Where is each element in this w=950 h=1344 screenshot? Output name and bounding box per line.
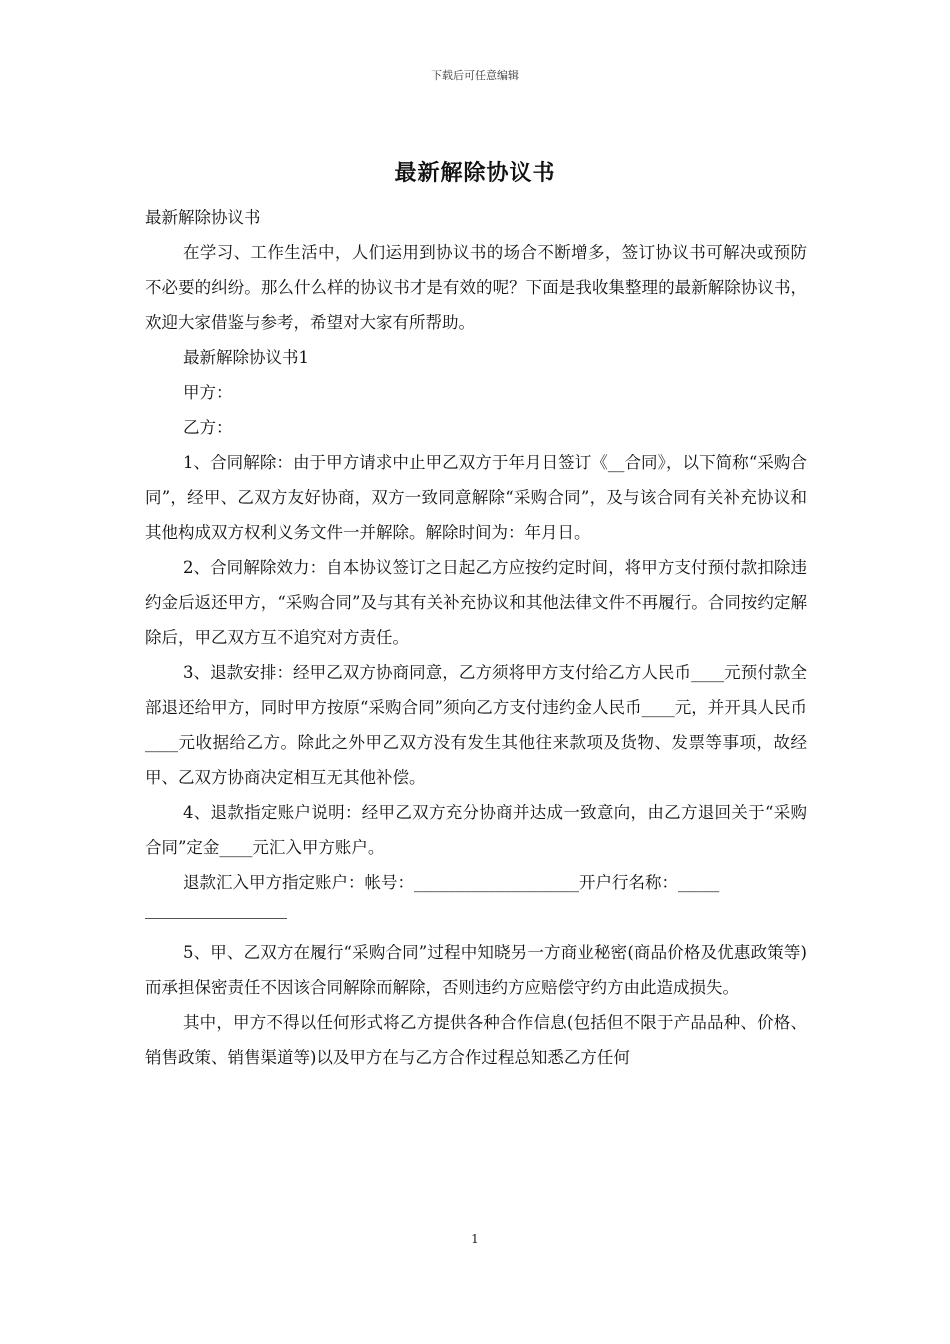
clause-6: 其中，甲方不得以任何形式将乙方提供各种合作信息(包括但不限于产品品种、价格、销售政策、销售渠道等)以及甲方在与乙方合作过程总知悉乙方任何: [145, 1013, 807, 1067]
document-subtitle: 最新解除协议书: [145, 208, 261, 227]
clause-5: 5、甲、乙双方在履行“采购合同”过程中知晓另一方商业秘密(商品价格及优惠政策等)而承担保密责任不因该合同解除而解除，否则违约方应赔偿守约方由此造成损失。: [145, 943, 807, 997]
page-header: 下载后可任意编辑: [431, 69, 519, 82]
clause-2: 2、合同解除效力：自本协议签订之日起乙方应按约定时间，将甲方支付预付款扣除违约金后返还甲方，“采购合同”及与其有关补充协议和其他法律文件不再履行。合同按约定解除后，甲乙双方互不追究对方责任。: [145, 558, 807, 647]
intro-paragraph: 在学习、工作生活中，人们运用到协议书的场合不断增多，签订协议书可解决或预防不必要的纠纷。那么什么样的协议书才是有效的呢？下面是我收集整理的最新解除协议书，欢迎大家借鉴与参考，希望对大家有所帮助。: [145, 243, 807, 332]
party-a-label: 甲方：: [183, 383, 233, 402]
clause-4: 4、退款指定账户说明：经甲乙双方充分协商并达成一致意向，由乙方退回关于“采购合同”定金____元汇入甲方账户。: [145, 803, 807, 857]
party-b-label: 乙方：: [183, 418, 233, 437]
account-continuation-line: [145, 900, 807, 935]
document-body: [145, 200, 807, 1075]
document-title: 最新解除协议书: [394, 160, 556, 186]
blank-underline: [145, 900, 287, 919]
account-line: 退款汇入甲方指定账户：帐号：____________________开户行名称：_____: [182, 873, 720, 892]
clause-1: 1、合同解除：由于甲方请求中止甲乙双方于年月日签订《__合同》，以下简称“采购合同”，经甲、乙双方友好协商，双方一致同意解除“采购合同”，及与该合同有关补充协议和其他构成双方权利义务文件一并解除。解除时间为：年月日。: [145, 453, 807, 542]
page-number: 1: [471, 1232, 479, 1246]
section-heading: 最新解除协议书1: [183, 348, 309, 367]
clause-3: 3、退款安排：经甲乙双方协商同意，乙方须将甲方支付给乙方人民币____元预付款全部退还给甲方，同时甲方按原“采购合同”须向乙方支付违约金人民币____元，并开具人民币____元收据给乙方。除此之外甲乙双方没有发生其他往来款项及货物、发票等事项，故经甲、乙双方协商决定相互无其他补偿。: [145, 663, 807, 787]
